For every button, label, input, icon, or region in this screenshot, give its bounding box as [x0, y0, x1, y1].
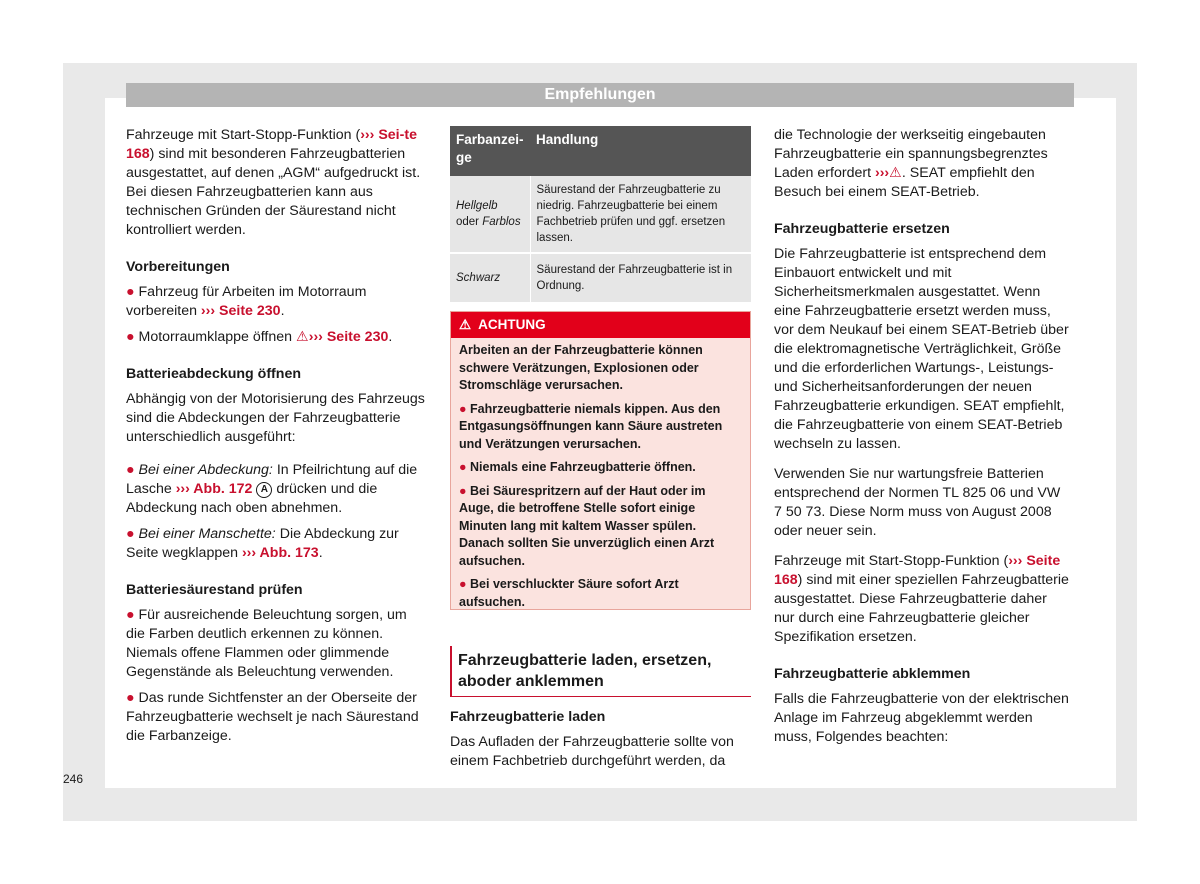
page-number: 246 [63, 772, 84, 786]
warning-item [459, 576, 742, 611]
warning-item [459, 401, 742, 454]
warning-item [459, 459, 742, 477]
page-link[interactable]: ››› Sei-te 168 [126, 127, 417, 162]
list-item: ● Motorraumklappe öffnen ⚠››› Seite 230. [126, 329, 393, 345]
figure-link[interactable]: ››› Abb. 172 [175, 481, 253, 497]
bullet-icon: ● [459, 577, 471, 591]
heading-ersetzen: Fahrzeugbatterie ersetzen [774, 221, 950, 237]
column-header: Farbanzei-ge [450, 126, 530, 176]
bullet-icon: ● [459, 460, 471, 474]
item-text: Das runde Sichtfenster an der Oberseite der Fahrzeugbatterie wechselt je nach Säurestand die Farbanzeige. [126, 690, 419, 744]
intro-text-b: ) sind mit besonderen Fahrzeugbatterien ausgestattet, auf denen „AGM“ aufgedruckt ist. Bei diesen Fahrzeugbatterien kann aus technischen Gründen der Säurestand nicht kontrolliert werden. [126, 146, 421, 238]
item-text: Die Abdeckung zur Seite wegklappen [126, 526, 399, 561]
bullet-icon: ● [126, 690, 139, 706]
color-value: Farblos [482, 216, 521, 228]
section-banner: Empfehlungen [126, 83, 1074, 107]
warning-item-text: Bei Säurespritzern auf der Haut oder im Auge, die betroffene Stelle sofort einige Minuten lang mit kaltem Wasser spülen. Danach sollten Sie unverzüglich einen Arzt aufsuchen. [459, 483, 715, 568]
laden-paragraph: Das Aufladen der Fahrzeugbatterie sollte von einem Fachbetrieb durchgeführt werden, da [450, 734, 734, 769]
warning-box [450, 311, 751, 610]
color-cell [450, 176, 530, 253]
table-row [450, 253, 751, 303]
start-stopp-paragraph [774, 552, 1070, 647]
warning-item [459, 483, 742, 571]
table-row [450, 176, 751, 253]
list-item [126, 606, 426, 682]
normen-paragraph: Verwenden Sie nur wartungsfreie Batterien entsprechend der Normen TL 825 06 und VW 7 50 73. Diese Norm muss von August 2008 oder neuer sein. [774, 466, 1061, 539]
item-label: Bei einer Abdeckung: [138, 462, 273, 478]
middle-lower-column [450, 708, 751, 778]
table-header-row [450, 126, 751, 176]
page-link[interactable]: ››› Seite 168 [774, 553, 1061, 588]
warning-title: ACHTUNG [478, 317, 546, 332]
warning-item-text: Bei verschluckter Säure sofort Arzt aufsuchen. [459, 577, 679, 609]
intro-paragraph [126, 126, 426, 240]
bullet-icon: ● [126, 607, 139, 623]
item-text-b: drücken und die Abdeckung nach oben abnehmen. [126, 481, 378, 516]
list-item [126, 689, 426, 746]
warning-item-text: Fahrzeugbatterie niemals kippen. Aus den Entgasungsöffnungen kann Säure austreten und Verätzungen verursachen. [459, 401, 723, 451]
page-link[interactable]: ››› Seite 230 [308, 329, 389, 345]
bullet-icon: ● [126, 284, 139, 300]
heading-abdeckung: Batterieabdeckung öffnen [126, 366, 302, 382]
paragraph-text: die Technologie der werkseitig eingebauten Fahrzeugbatterie ein spannungsbegrenztes Laden erfordert [774, 127, 1048, 181]
item-text: Motorraumklappe öffnen [138, 329, 296, 345]
ersetzen-paragraph: Die Fahrzeugbatterie ist entsprechend dem Einbauort entwickelt und mit Sicherheitsmerkmalen ausgestattet. Wenn eine Fahrzeugbatterie ersetzt werden muss, vor dem Neukauf bei einem SEAT-Betrieb über die elektromagnetische Verträglichkeit, Größe und die erforderlichen Wartungs-, Leistungs- und Sicherheitsanforderungen der neuen Fahrzeugbatterie erkundigen. SEAT empfiehlt, die Fahrzeugbatterie von einem SEAT-Betrieb wechseln zu lassen. [774, 246, 1069, 452]
color-table [450, 126, 751, 304]
left-column [126, 126, 426, 753]
action-cell: Säurestand der Fahrzeugbatterie zu niedrig. Fahrzeugbatterie bei einem Fachbetrieb prüfen und ggf. ersetzen lassen. [530, 176, 751, 253]
action-cell: Säurestand der Fahrzeugbatterie ist in Ordnung. [530, 253, 751, 303]
technology-paragraph [774, 126, 1070, 202]
paragraph-text-b: ) sind mit einer speziellen Fahrzeugbatterie ausgestattet. Diese Fahrzeugbatterie daher nur durch eine Fahrzeugbatterie gleicher Spezifikation ersetzen. [774, 572, 1069, 645]
color-value: Hellgelb [456, 200, 498, 212]
bullet-icon: ● [126, 462, 139, 478]
column-header: Handlung [530, 126, 751, 176]
abdeckung-paragraph: Abhängig von der Motorisierung des Fahrzeugs sind die Abdeckungen der Fahrzeugbatterie unterschiedlich ausgeführt: [126, 391, 425, 445]
item-text: Fahrzeug für Arbeiten im Motorraum vorbereiten [126, 284, 367, 319]
bullet-icon: ● [459, 401, 471, 416]
item-label: Bei einer Manschette: [138, 526, 276, 542]
figure-link[interactable]: ››› Abb. 173 [241, 545, 319, 561]
item-text: In Pfeilrichtung auf die Lasche [126, 462, 418, 497]
warning-triangle-icon: ⚠ [889, 165, 902, 181]
color-cell: Schwarz [450, 253, 530, 303]
abklemmen-paragraph: Falls die Fahrzeugbatterie von der elektrischen Anlage im Fahrzeug abgeklemmt werden muss, Folgendes beachten: [774, 691, 1069, 745]
callout-marker: A [256, 482, 272, 498]
warning-intro: Arbeiten an der Fahrzeugbatterie können schwere Verätzungen, Explosionen oder Stromschläge verursachen. [459, 343, 703, 392]
item-text: Für ausreichende Beleuchtung sorgen, um die Farben deutlich erkennen zu können. Niemals offene Flammen oder glimmende Gegenstände als Beleuchtung verwenden. [126, 607, 407, 680]
intro-text: Fahrzeuge mit Start-Stopp-Funktion ( [126, 127, 361, 143]
warning-item-text: Niemals eine Fahrzeugbatterie öffnen. [470, 460, 696, 474]
warning-body [451, 338, 750, 621]
bullet-icon: ● [126, 329, 139, 345]
list-item [126, 461, 426, 518]
paragraph-text: Fahrzeuge mit Start-Stopp-Funktion ( [774, 553, 1009, 569]
warning-triangle-icon: ⚠ [295, 329, 309, 345]
paragraph-text-b: . SEAT empfiehlt den Besuch bei einem SEAT-Betrieb. [774, 165, 1035, 200]
heading-saeure: Batteriesäurestand prüfen [126, 582, 303, 598]
heading-vorbereitungen: Vorbereitungen [126, 259, 230, 275]
list-item: ● Fahrzeug für Arbeiten im Motorraum vorbereiten ››› Seite 230. [126, 284, 367, 319]
right-column [774, 126, 1070, 754]
bullet-icon: ● [126, 526, 139, 542]
connector: oder [456, 216, 483, 228]
section-title: Fahrzeugbatterie laden, ersetzen, abоder anklemmen [450, 646, 751, 697]
page-link[interactable]: ››› Seite 230 [200, 303, 281, 319]
list-item: ● Bei einer Manschette: Die Abdeckung zur Seite wegklappen ››› Abb. 173. [126, 526, 399, 561]
bullet-icon: ● [459, 483, 471, 498]
heading-laden: Fahrzeugbatterie laden [450, 709, 606, 725]
heading-abklemmen: Fahrzeugbatterie abklemmen [774, 666, 971, 682]
warning-header [451, 312, 750, 338]
warning-triangle-icon: ⚠ [459, 317, 472, 332]
warning-link[interactable]: ››› [874, 165, 890, 181]
